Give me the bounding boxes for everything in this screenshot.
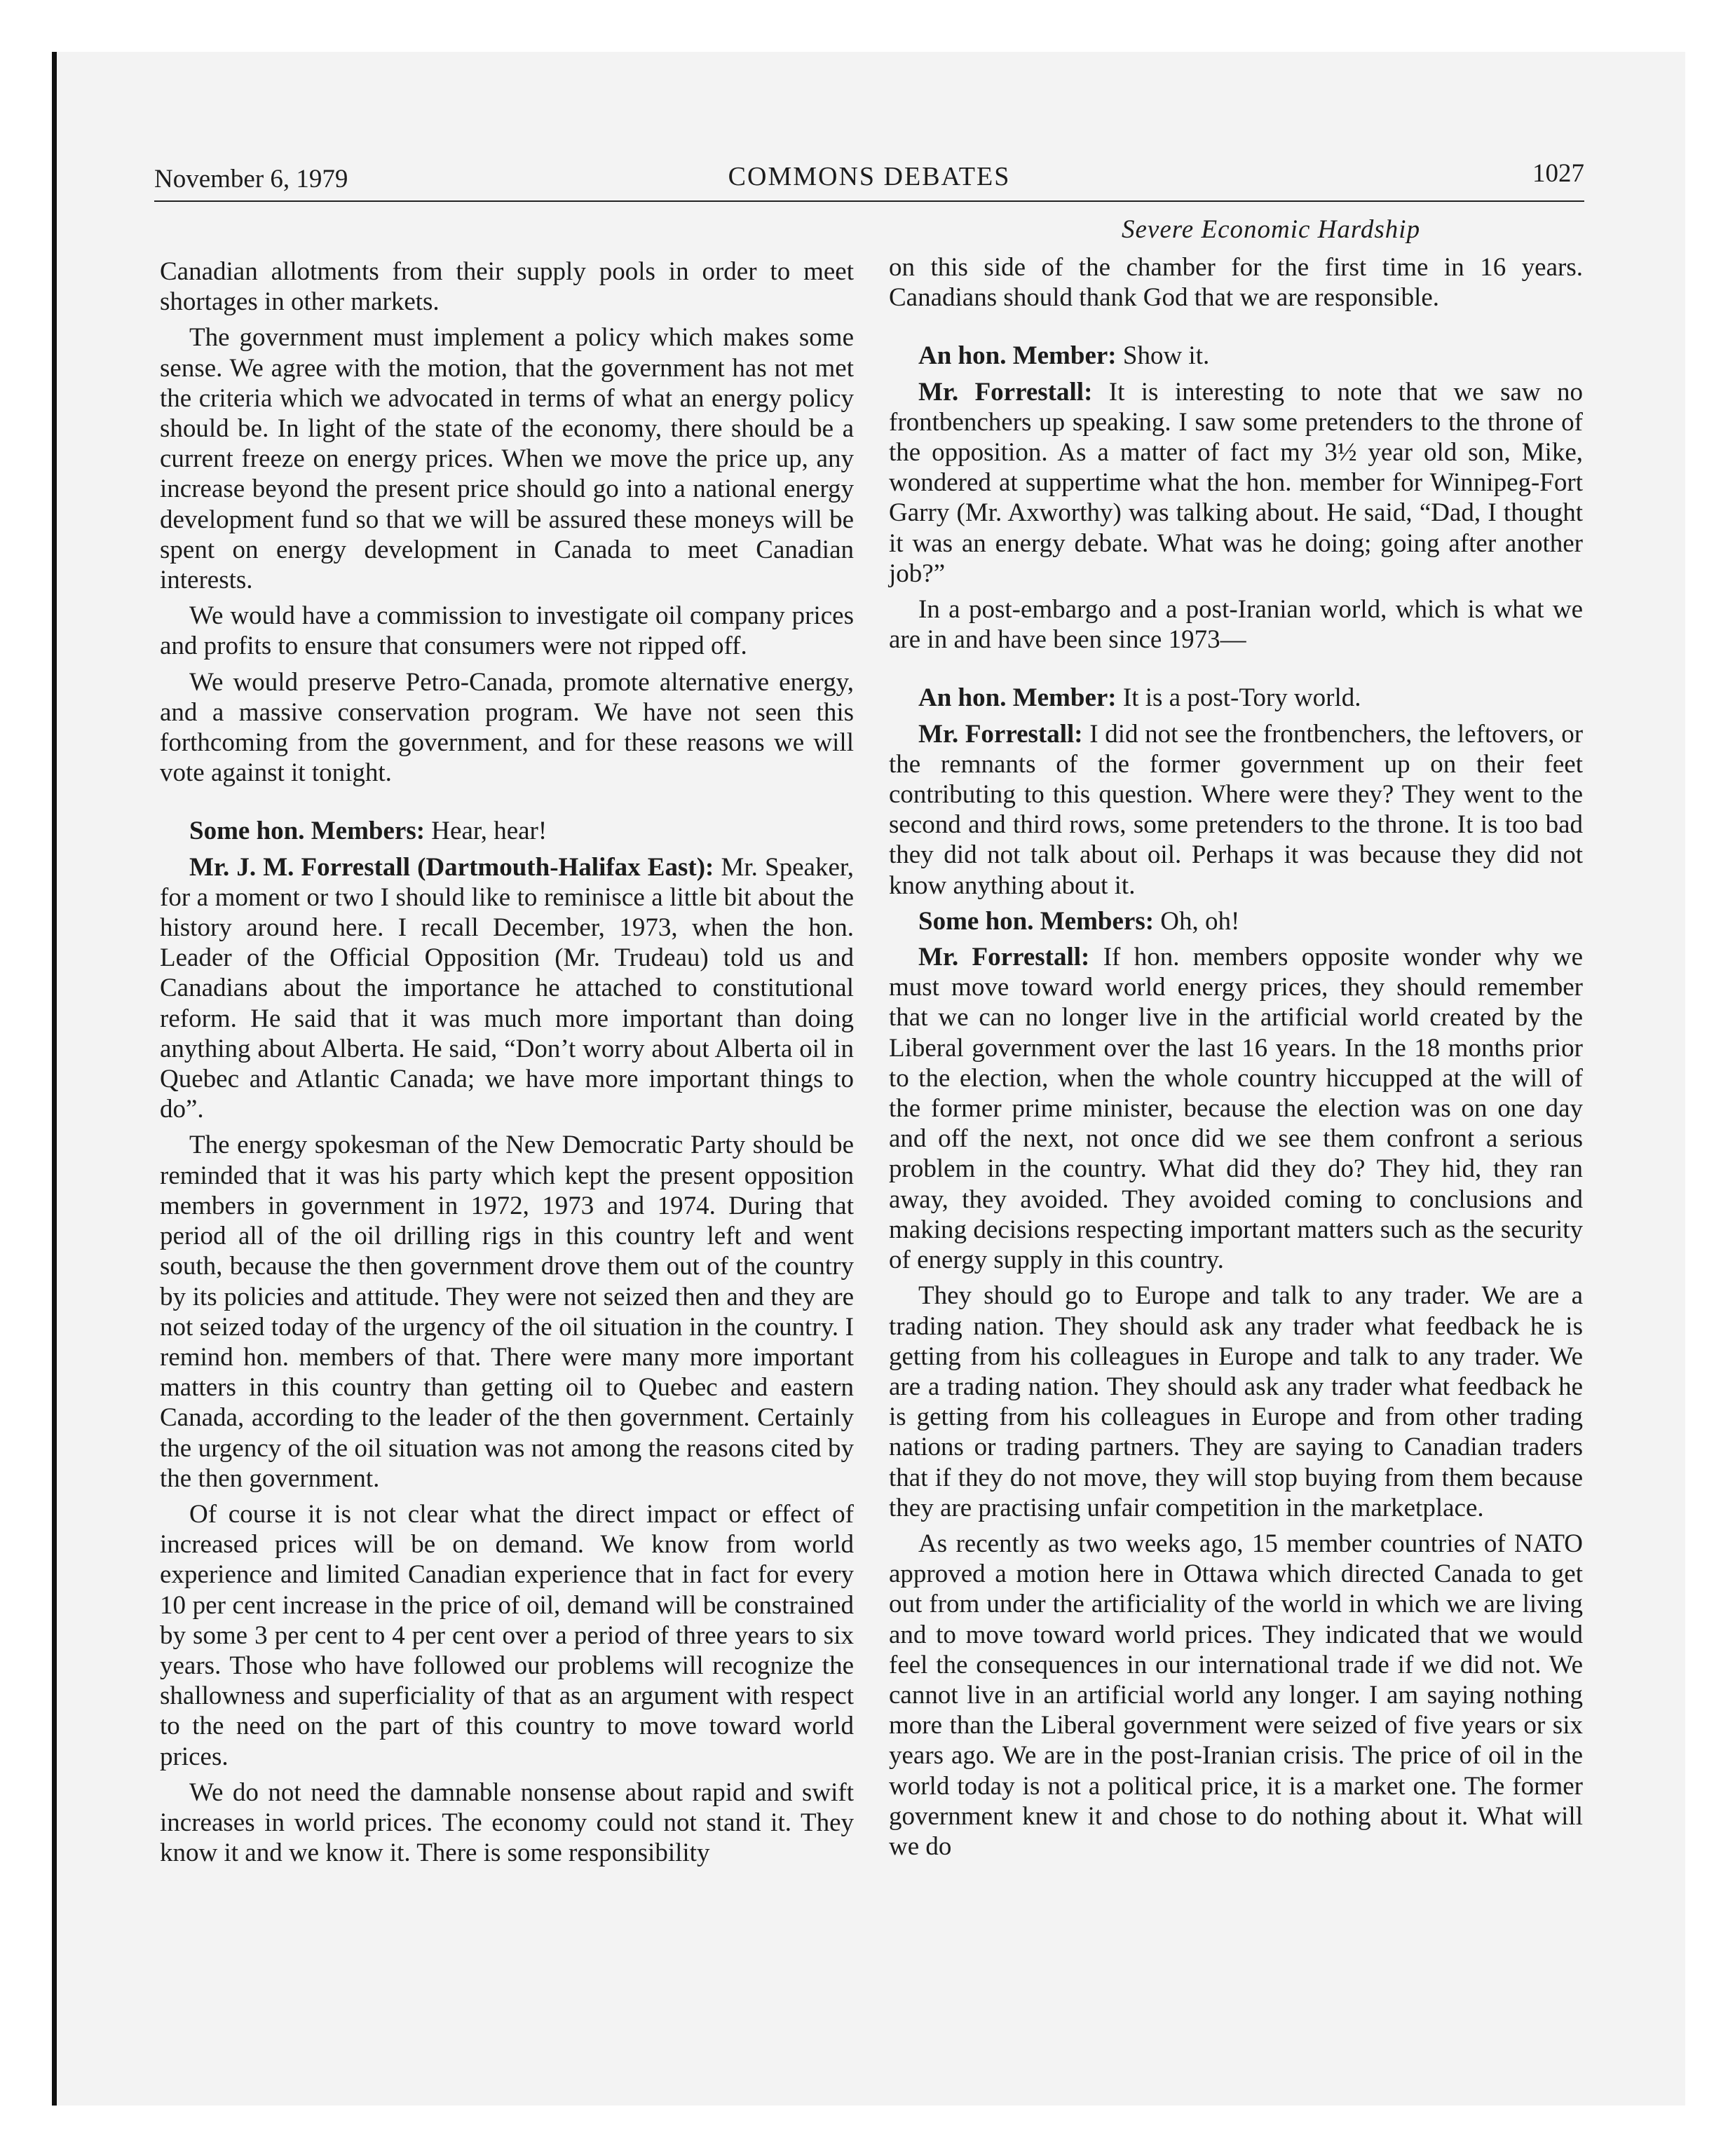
page-header [154, 158, 1584, 200]
speaker-name: Some hon. Members: [918, 906, 1155, 936]
speech: Some hon. Members: Oh, oh! [918, 906, 1240, 936]
paragraph: We would preserve Petro-Canada, promote alternative energy, and a massive conservation program. We have not seen this forthcoming from the government, and for these reasons we will vote against it tonight. [160, 667, 854, 788]
speaker-name: Mr. J. M. Forrestall (Dartmouth-Halifax East): [189, 852, 714, 882]
header-rule [154, 200, 1584, 202]
speech: Mr. Forrestall: I did not see the frontbenchers, the leftovers, or the remnants of the former government up on their feet contributing to this question. Where were they? They went to the second and third rows, some pretenders to the throne. It is too bad they did not talk about oil. Perhaps it was because they did not know anything about it. [889, 719, 1584, 900]
paragraph: We do not need the damnable nonsense about rapid and swift increases in world prices. The economy could not stand it. They know it and we know it. There is some responsibility [160, 1778, 854, 1868]
speaker-name: Mr. Forrestall: [918, 377, 1093, 407]
speaker-name: An hon. Member: [918, 683, 1117, 713]
running-head: Severe Economic Hardship [1122, 215, 1421, 244]
paragraph: In a post-embargo and a post-Iranian world, which is what we are in and have been since 1973— [889, 595, 1583, 655]
speech: Mr. Forrestall: If hon. members opposite wonder why we must move toward world energy prices, they should remember that we can no longer live in the artificial world created by the Liberal government over the last 16 years. In the 18 months prior to the election, when the whole country hiccupped at the will of the former prime minister, because the election was on one day and off the next, not once did we see them confront a serious problem in the country. What did they do? They hid, they ran away, they avoided. They avoided coming to conclusions and making decisions respecting important matters such as the security of energy supply in this country. [889, 943, 1584, 1275]
paragraph: The government must implement a policy which makes some sense. We agree with the motion, that the government has not met the criteria which we advocated in terms of what an energy policy should be. In light of the state of the economy, there should be a current freeze on energy prices. When we move the price up, any increase beyond the present price should go into a national energy development fund so that we will be assured these moneys will be spent on energy development in Canada to meet Canadian interests. [160, 323, 854, 595]
speech: Mr. Forrestall: It is interesting to note that we saw no frontbenchers up speaking. I saw some pretenders to the throne of the opposition. As a matter of fact my 3½ year old son, Mike, wondered at suppertime what the hon. member for Winnipeg-Fort Garry (Mr. Axworthy) was talking about. He said, “Dad, I thought it was an energy debate. What was he doing; going after another job?” [889, 377, 1583, 588]
speech: An hon. Member: It is a post-Tory world. [918, 683, 1361, 713]
page-number: 1027 [1532, 159, 1584, 188]
left-column [160, 257, 854, 1868]
publication-title: COMMONS DEBATES [728, 162, 1011, 191]
paragraph: Of course it is not clear what the direct impact or effect of increased prices will be on demand. We know from world experience and limited Canadian experience that in fact for every 10 per cent increase in the price of oil, demand will be constrained by some 3 per cent to 4 per cent over a period of three years to six years. Those who have followed our problems will recognize the shallowness and superficiality of that as an argument with respect to the need on the part of this country to move toward world prices. [160, 1499, 854, 1771]
paragraph: As recently as two weeks ago, 15 member countries of NATO approved a motion here in Ottawa which directed Canada to get out from under the artificiality of the world in which we are living and to move toward world prices. They indicated that we would feel the consequences in our international trade if we did not. We cannot live in an artificial world any longer. I am saying nothing more than the Liberal government were seized of five years or six years ago. We are in the post-Iranian crisis. The price of oil in the world today is not a political price, it is a market one. The former government knew it and chose to do nothing about it. What will we do [889, 1529, 1583, 1861]
paragraph: The energy spokesman of the New Democratic Party should be reminded that it was his party which kept the present opposition members in government in 1972, 1973 and 1974. During that period all of the oil drilling rigs in this country left and went south, because the then government drove them out of the country by its policies and attitude. They were not seized then and they are not seized today of the urgency of the oil situation in the country. I remind hon. members of that. There were many more important matters in this country than getting oil to Quebec and eastern Canada, according to the leader of the then government. Certainly the urgency of the oil situation was not among the reasons cited by the then government. [160, 1131, 854, 1493]
paragraph: on this side of the chamber for the first time in 16 years. Canadians should thank God that we are responsible. [889, 253, 1583, 313]
paragraph: We would have a commission to investigate oil company prices and profits to ensure that consumers were not ripped off. [160, 601, 854, 661]
header-date: November 6, 1979 [154, 165, 348, 193]
speaker-name: Some hon. Members: [189, 817, 426, 846]
speaker-name: An hon. Member: [918, 341, 1117, 371]
speech: Some hon. Members: Hear, hear! [189, 817, 547, 846]
paragraph: They should go to Europe and talk to any trader. We are a trading nation. They should ask any trader what feedback he is getting from his colleagues in Europe and talk to any trader. We are a trading nation. They should ask any trader what feedback he is getting from his colleagues in Europe and from other trading nations or trading partners. They are saying to Canadian traders that if they do not move, they will stop buying from them because they are practising unfair competition in the marketplace. [889, 1281, 1583, 1522]
speech: Mr. J. M. Forrestall (Dartmouth-Halifax East): Mr. Speaker, for a moment or two I should like to reminisce a little bit about the history around here. I recall December, 1973, when the hon. Leader of the Official Opposition (Mr. Trudeau) told us and Canadians about the importance he attached to constitutional reform. He said that it was much more important than doing anything about Alberta. He said, “Don’t worry about Alberta oil in Quebec and Atlantic Canada; we have more important things to do”. [160, 852, 854, 1124]
right-column [889, 252, 1583, 1862]
speaker-name: Mr. Forrestall: [918, 943, 1090, 972]
speech: An hon. Member: Show it. [918, 341, 1210, 371]
paragraph: Canadian allotments from their supply pools in order to meet shortages in other markets. [160, 257, 854, 317]
binding-edge [52, 52, 57, 2106]
speaker-name: Mr. Forrestall: [918, 719, 1083, 749]
